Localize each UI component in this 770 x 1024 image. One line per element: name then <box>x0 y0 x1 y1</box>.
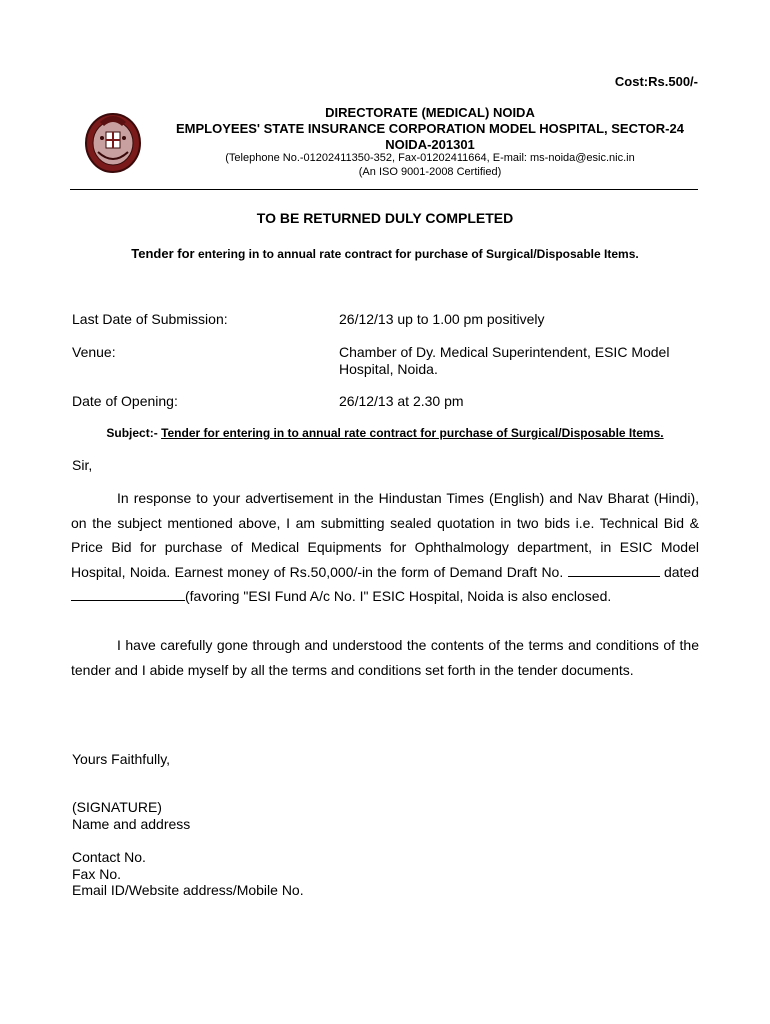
opening-value: 26/12/13 at 2.30 pm <box>339 393 464 409</box>
tender-lead: Tender for <box>131 246 195 261</box>
submission-value: 26/12/13 up to 1.00 pm positively <box>339 311 545 327</box>
cost-label: Cost:Rs.500/- <box>614 74 698 89</box>
venue-label: Venue: <box>72 344 116 360</box>
paragraph-response <box>71 486 699 609</box>
closing: Yours Faithfully, <box>72 751 171 767</box>
draft-date-blank <box>71 587 185 601</box>
paragraph-response-tail: (favoring "ESI Fund A/c No. I" ESIC Hospital, Noida is also enclosed. <box>185 588 612 605</box>
tender-title <box>70 246 700 261</box>
venue-value: Chamber of Dy. Medical Superintendent, ESIC Model Hospital, Noida. <box>339 344 670 377</box>
header-contact: (Telephone No.-01202411350-352, Fax-01202411664, E-mail: ms-noida@esic.nic.in <box>225 152 635 164</box>
dated-label: dated <box>659 563 699 580</box>
header-directorate: DIRECTORATE (MEDICAL) NOIDA <box>325 105 535 120</box>
name-address-label: Name and address <box>72 816 191 832</box>
header-corporation: EMPLOYEES' STATE INSURANCE CORPORATION MODEL HOSPITAL, SECTOR-24 <box>176 121 684 136</box>
fax-no-label: Fax No. <box>72 866 122 882</box>
draft-number-blank <box>568 563 660 577</box>
header-city: NOIDA-201301 <box>385 137 475 152</box>
subject-line <box>70 426 700 440</box>
paragraph-terms <box>71 633 699 682</box>
paragraph-terms-text: I have carefully gone through and understood the contents of the terms and conditions of the tender and I abide myself by all the terms and conditions set forth in the tender documents. <box>71 637 699 678</box>
submission-label: Last Date of Submission: <box>72 311 228 327</box>
contact-no-label: Contact No. <box>72 849 146 865</box>
subject-text: Tender for entering in to annual rate contract for purchase of Surgical/Disposable Items. <box>161 426 664 440</box>
email-website-mobile-label: Email ID/Website address/Mobile No. <box>72 882 304 898</box>
header-divider <box>70 189 698 190</box>
paragraph-response-text: In response to your advertisement in the Hindustan Times (English) and Nav Bharat (Hindi), on the subject mentioned above, I am submitting sealed quotation in two bids i.e. Technical Bid & Price Bid for purchase of Medical Equipments for Ophthalmology department, in ESIC Model Hospital, Noida. Earnest money of Rs.50,000/-in the form of Demand Draft No. <box>71 490 699 580</box>
signature-label: (SIGNATURE) <box>72 799 162 815</box>
opening-label: Date of Opening: <box>72 393 178 409</box>
esic-emblem-logo <box>82 108 144 174</box>
salutation: Sir, <box>72 457 93 473</box>
returned-title: TO BE RETURNED DULY COMPLETED <box>256 210 514 226</box>
tender-description: entering in to annual rate contract for purchase of Surgical/Disposable Items. <box>194 247 639 261</box>
subject-label: Subject:- <box>106 426 158 440</box>
header-iso: (An ISO 9001-2008 Certified) <box>358 166 502 178</box>
